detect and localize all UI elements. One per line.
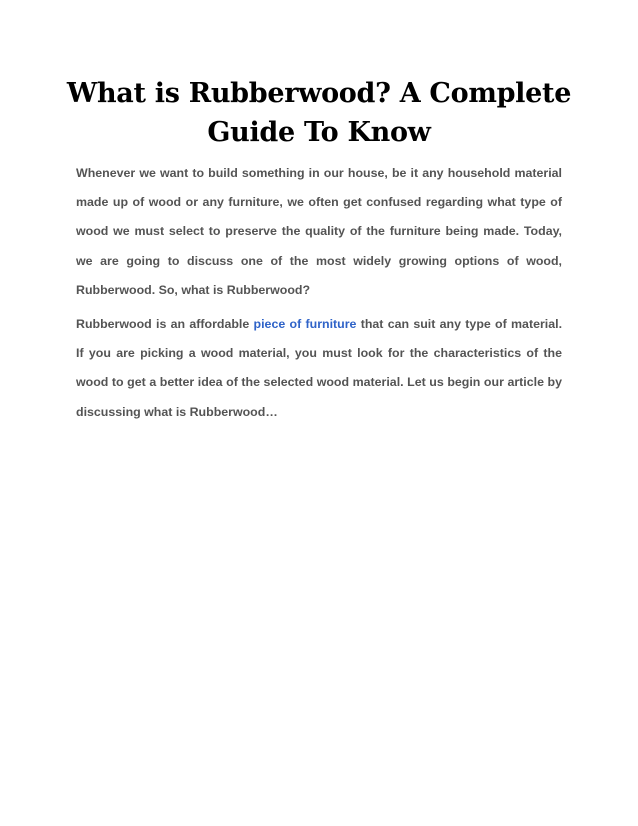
- page-title: What is Rubberwood? A Complete Guide To Know: [66, 78, 572, 148]
- paragraph-text-after-link: that can suit any type of material. If you are picking a wood material, you must look for the characteristics of the wood to get a better idea of the selected wood material. Let us begin our article by discussing what is Rubberwood…: [76, 317, 563, 419]
- intro-paragraph: Whenever we want to build something in our house, be it any household material made up of wood or any furniture, we often get confused regarding what type of wood we must select to preserve the quality of the furniture being made. Today, we are going to discuss one of the most widely growing options of wood, Rubberwood. So, what is Rubberwood?: [76, 166, 562, 297]
- second-paragraph: [76, 310, 562, 427]
- paragraph-text-before-link: Rubberwood is an affordable: [76, 317, 254, 331]
- piece-of-furniture-link[interactable]: piece of furniture: [253, 317, 357, 331]
